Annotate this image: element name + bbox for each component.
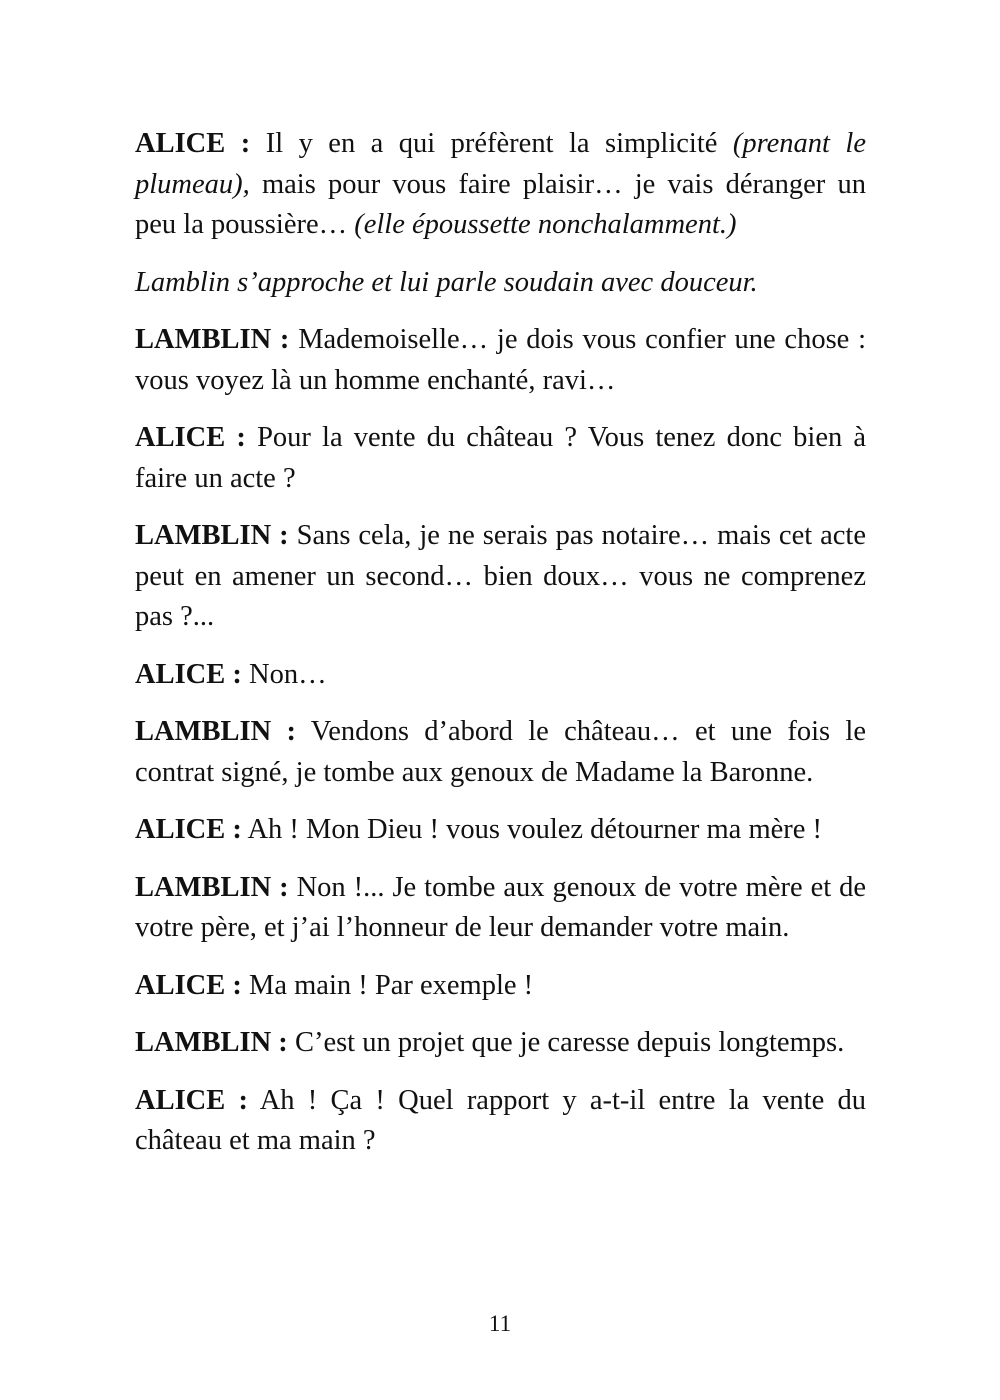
stage-direction-inline: (prenant le plumeau), [135, 128, 867, 200]
dialogue-line [135, 712, 866, 793]
dialogue-text: Vendons d’abord le château… et une fois le contrat signé, je tombe aux genoux de Madame la Baronne. [135, 716, 866, 788]
speaker-name: ALICE : [135, 969, 242, 1001]
dialogue-text: Ma main ! Par exemple ! [241, 969, 534, 1001]
speaker-name: ALICE : [135, 422, 246, 453]
speaker-name: LAMBLIN : [135, 871, 289, 903]
dialogue-text: Non… [241, 658, 327, 690]
dialogue-text: Mademoiselle… je dois vous confier une chose : vous voyez là un homme enchanté, ravi… [135, 324, 866, 396]
dialogue-line [135, 1081, 866, 1162]
speaker-name: LAMBLIN : [135, 716, 296, 747]
dialogue-line [135, 810, 866, 851]
dialogue-line [135, 320, 866, 401]
script-page [135, 124, 866, 1179]
speaker-name: LAMBLIN : [135, 1027, 288, 1058]
dialogue-line [135, 868, 866, 949]
speaker-name: LAMBLIN : [135, 324, 290, 355]
page-number: 11 [488, 1311, 512, 1336]
dialogue-text: mais pour vous faire plaisir… je vais déranger un peu la poussière… [135, 168, 866, 240]
dialogue-line [135, 418, 866, 499]
speaker-name: ALICE : [135, 658, 242, 690]
stage-direction-inline: (elle époussette nonchalamment.) [354, 209, 737, 240]
dialogue-text: Ah ! Mon Dieu ! vous voulez détourner ma mère ! [241, 814, 823, 845]
speaker-name: ALICE : [135, 128, 251, 159]
dialogue-text: C’est un projet que je caresse depuis longtemps. [287, 1027, 845, 1058]
stage-direction: Lamblin s’approche et lui parle soudain avec douceur. [135, 266, 758, 298]
dialogue-line [135, 516, 866, 638]
speaker-name: ALICE : [135, 814, 242, 845]
speaker-name: LAMBLIN : [135, 520, 289, 551]
dialogue-line [135, 124, 866, 246]
dialogue-line [135, 966, 866, 1007]
dialogue-text: Sans cela, je ne serais pas notaire… mais cet acte peut en amener un second… bien doux… vous ne comprenez pas ?... [135, 520, 866, 632]
dialogue-text: Il y en a qui préfèrent la simplicité [250, 128, 733, 159]
dialogue-text: Ah ! Ça ! Quel rapport y a-t-il entre la vente du château et ma main ? [135, 1084, 866, 1156]
dialogue-line [135, 655, 866, 696]
dialogue-text: Pour la vente du château ? Vous tenez donc bien à faire un acte ? [135, 422, 867, 494]
dialogue-text: Non !... Je tombe aux genoux de votre mère et de votre père, et j’ai l’honneur de leur demander votre main. [135, 871, 866, 943]
dialogue-line [135, 1023, 866, 1064]
speaker-name: ALICE : [135, 1084, 249, 1116]
